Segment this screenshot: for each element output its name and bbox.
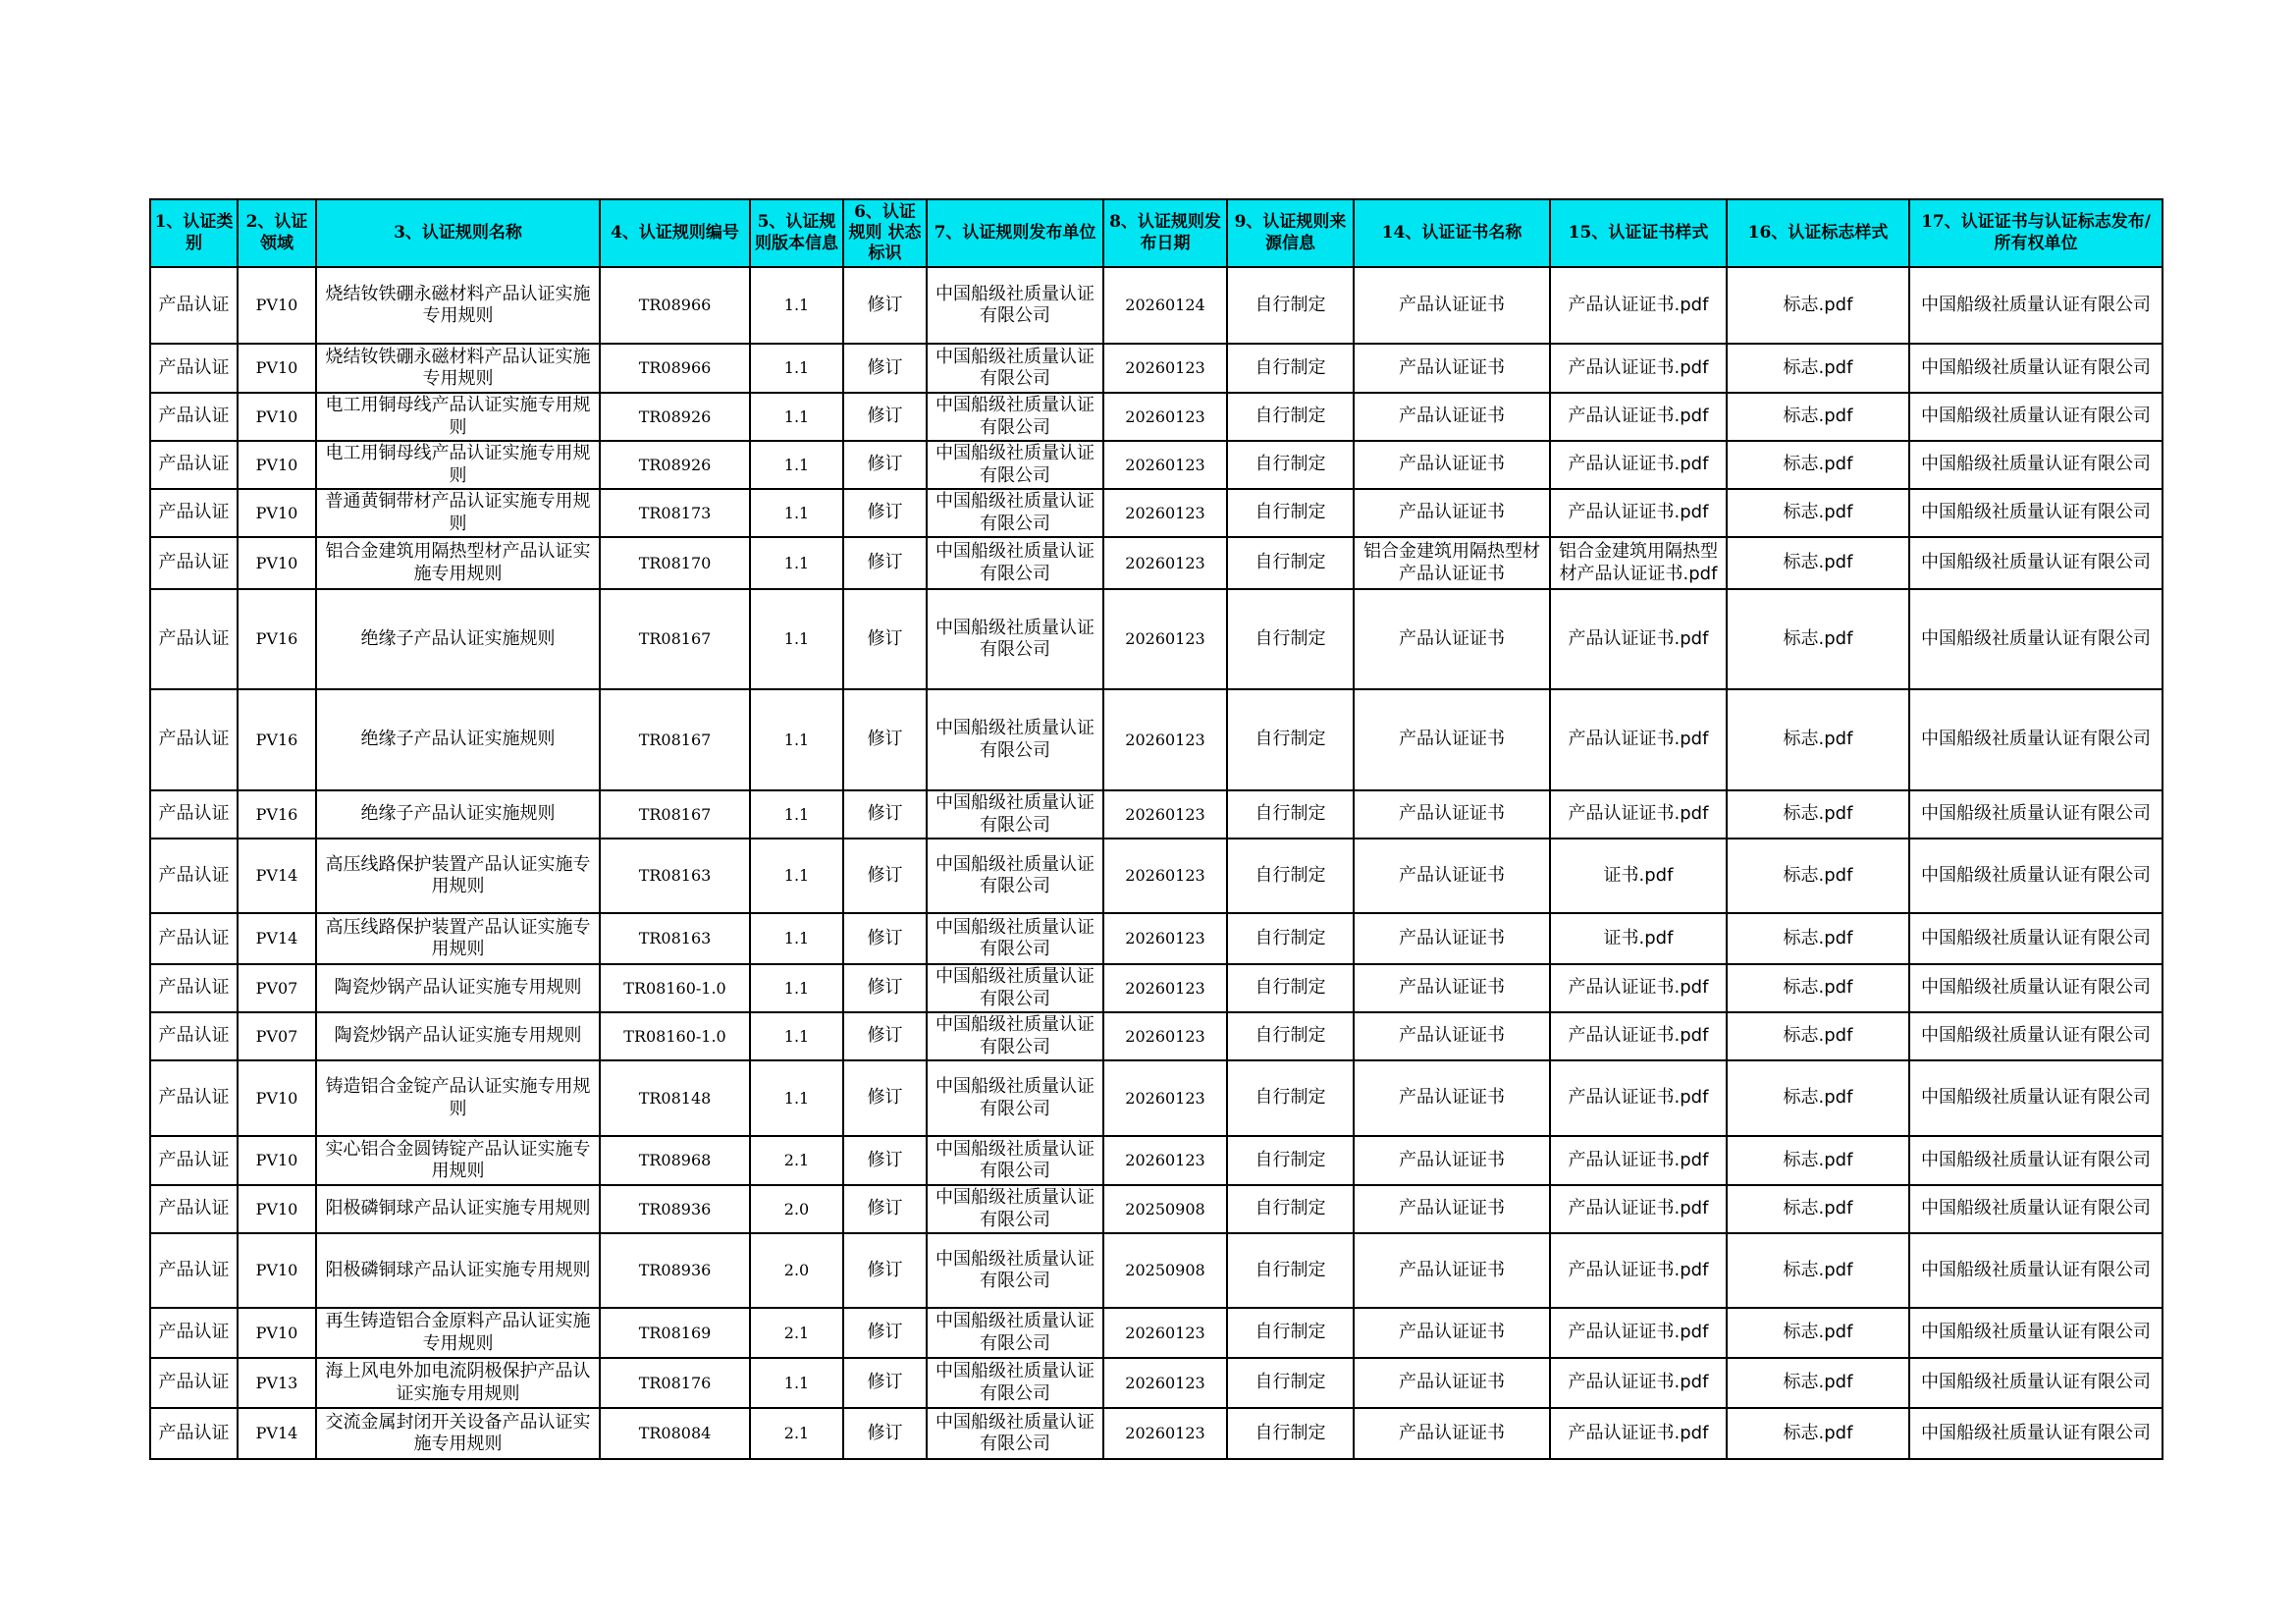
cell-rule-name: 高压线路保护装置产品认证实施专用规则 [316,839,600,913]
cell-cert-name: 产品认证证书 [1354,1136,1550,1185]
cell-rule-version: 1.1 [750,689,843,790]
header-rule-source: 9、认证规则来源信息 [1227,199,1354,267]
cell-rule-date: 20260123 [1103,1136,1227,1185]
cell-cert-category: 产品认证 [150,1308,238,1358]
cell-owner: 中国船级社质量认证有限公司 [1909,489,2163,537]
cell-rule-publisher: 中国船级社质量认证有限公司 [927,1308,1103,1358]
header-cert-style: 15、认证证书样式 [1550,199,1727,267]
cell-rule-date: 20260123 [1103,489,1227,537]
cell-rule-version: 1.1 [750,344,843,393]
cell-rule-publisher: 中国船级社质量认证有限公司 [927,589,1103,689]
cell-cert-category: 产品认证 [150,1185,238,1233]
cell-cert-field: PV10 [238,393,316,441]
cell-rule-version: 1.1 [750,537,843,589]
cell-rule-status: 修订 [843,267,927,344]
cell-owner: 中国船级社质量认证有限公司 [1909,537,2163,589]
table-row [150,790,2163,839]
cell-cert-style[interactable]: 产品认证证书.pdf [1550,1233,1727,1308]
cell-rule-name: 绝缘子产品认证实施规则 [316,589,600,689]
cell-rule-publisher: 中国船级社质量认证有限公司 [927,689,1103,790]
certification-rules-sheet [149,198,2162,1460]
cell-mark-style[interactable]: 标志.pdf [1727,1060,1909,1136]
cell-rule-publisher: 中国船级社质量认证有限公司 [927,839,1103,913]
cell-owner: 中国船级社质量认证有限公司 [1909,344,2163,393]
table-body [150,267,2163,1459]
cell-rule-number: TR08167 [600,589,750,689]
cell-cert-field: PV10 [238,1185,316,1233]
cell-rule-publisher: 中国船级社质量认证有限公司 [927,1185,1103,1233]
cell-rule-number: TR08966 [600,267,750,344]
cell-cert-category: 产品认证 [150,1012,238,1060]
cell-rule-version: 1.1 [750,790,843,839]
cell-rule-source: 自行制定 [1227,489,1354,537]
table-row [150,537,2163,589]
cell-rule-date: 20260123 [1103,1060,1227,1136]
cell-owner: 中国船级社质量认证有限公司 [1909,964,2163,1012]
cell-rule-status: 修订 [843,393,927,441]
cell-owner: 中国船级社质量认证有限公司 [1909,790,2163,839]
cell-rule-date: 20260124 [1103,267,1227,344]
cell-owner: 中国船级社质量认证有限公司 [1909,1012,2163,1060]
cell-rule-publisher: 中国船级社质量认证有限公司 [927,1233,1103,1308]
cell-cert-style[interactable]: 产品认证证书.pdf [1550,964,1727,1012]
cell-cert-field: PV10 [238,1308,316,1358]
cell-cert-name: 产品认证证书 [1354,689,1550,790]
cell-rule-number: TR08084 [600,1408,750,1459]
header-mark-style: 16、认证标志样式 [1727,199,1909,267]
cell-cert-name: 产品认证证书 [1354,1408,1550,1459]
cell-mark-style[interactable]: 标志.pdf [1727,393,1909,441]
cell-cert-field: PV16 [238,790,316,839]
cell-cert-field: PV10 [238,1060,316,1136]
cell-rule-number: TR08968 [600,1136,750,1185]
header-row [150,199,2163,267]
cell-rule-version: 1.1 [750,913,843,964]
cell-rule-number: TR08169 [600,1308,750,1358]
cell-rule-status: 修订 [843,1185,927,1233]
cell-rule-status: 修订 [843,1408,927,1459]
cell-cert-style[interactable]: 产品认证证书.pdf [1550,1358,1727,1408]
cell-rule-name: 阳极磷铜球产品认证实施专用规则 [316,1233,600,1308]
cell-mark-style[interactable]: 标志.pdf [1727,689,1909,790]
cell-rule-status: 修订 [843,589,927,689]
cell-cert-category: 产品认证 [150,1408,238,1459]
cell-cert-category: 产品认证 [150,589,238,689]
cell-owner: 中国船级社质量认证有限公司 [1909,589,2163,689]
cell-cert-style[interactable]: 产品认证证书.pdf [1550,393,1727,441]
cell-cert-style[interactable]: 产品认证证书.pdf [1550,344,1727,393]
cell-rule-publisher: 中国船级社质量认证有限公司 [927,964,1103,1012]
cell-cert-field: PV10 [238,344,316,393]
header-rule-version: 5、认证规则版本信息 [750,199,843,267]
cell-rule-status: 修订 [843,537,927,589]
cell-rule-version: 1.1 [750,964,843,1012]
cell-rule-status: 修订 [843,1233,927,1308]
cell-rule-source: 自行制定 [1227,267,1354,344]
cell-cert-field: PV14 [238,1408,316,1459]
cell-rule-date: 20260123 [1103,913,1227,964]
cell-rule-source: 自行制定 [1227,1408,1354,1459]
cell-cert-style[interactable]: 产品认证证书.pdf [1550,689,1727,790]
cell-owner: 中国船级社质量认证有限公司 [1909,1408,2163,1459]
cell-cert-style[interactable]: 铝合金建筑用隔热型材产品认证证书.pdf [1550,537,1727,589]
cell-mark-style[interactable]: 标志.pdf [1727,913,1909,964]
cell-cert-field: PV10 [238,489,316,537]
cell-rule-publisher: 中国船级社质量认证有限公司 [927,344,1103,393]
cell-cert-category: 产品认证 [150,1358,238,1408]
cell-rule-name: 铸造铝合金锭产品认证实施专用规则 [316,1060,600,1136]
cell-cert-name: 产品认证证书 [1354,790,1550,839]
cell-owner: 中国船级社质量认证有限公司 [1909,393,2163,441]
cell-mark-style[interactable]: 标志.pdf [1727,344,1909,393]
cell-owner: 中国船级社质量认证有限公司 [1909,1136,2163,1185]
cell-rule-source: 自行制定 [1227,1136,1354,1185]
cell-owner: 中国船级社质量认证有限公司 [1909,1185,2163,1233]
cell-rule-source: 自行制定 [1227,1358,1354,1408]
cell-rule-date: 20250908 [1103,1185,1227,1233]
table-row [150,441,2163,489]
cell-rule-source: 自行制定 [1227,589,1354,689]
cell-rule-publisher: 中国船级社质量认证有限公司 [927,1012,1103,1060]
cell-rule-number: TR08966 [600,344,750,393]
header-cert-field: 2、认证领域 [238,199,316,267]
cell-cert-category: 产品认证 [150,441,238,489]
cell-cert-name: 产品认证证书 [1354,1308,1550,1358]
cell-rule-number: TR08163 [600,913,750,964]
cell-rule-version: 2.1 [750,1408,843,1459]
cell-rule-status: 修订 [843,1358,927,1408]
cell-rule-source: 自行制定 [1227,839,1354,913]
cell-rule-status: 修订 [843,441,927,489]
table-row [150,1136,2163,1185]
cell-cert-name: 产品认证证书 [1354,589,1550,689]
cell-rule-date: 20260123 [1103,790,1227,839]
cell-rule-source: 自行制定 [1227,441,1354,489]
header-owner: 17、认证证书与认证标志发布/所有权单位 [1909,199,2163,267]
cell-mark-style[interactable]: 标志.pdf [1727,1136,1909,1185]
cell-rule-status: 修订 [843,964,927,1012]
cell-rule-version: 2.0 [750,1185,843,1233]
cell-rule-date: 20260123 [1103,964,1227,1012]
cell-cert-category: 产品认证 [150,1233,238,1308]
cell-cert-style[interactable]: 产品认证证书.pdf [1550,1308,1727,1358]
cell-rule-version: 1.1 [750,489,843,537]
cell-rule-date: 20260123 [1103,689,1227,790]
cell-cert-field: PV10 [238,441,316,489]
cell-cert-field: PV10 [238,1136,316,1185]
cell-cert-name: 铝合金建筑用隔热型材产品认证证书 [1354,537,1550,589]
cell-rule-number: TR08160-1.0 [600,1012,750,1060]
cell-cert-style[interactable]: 产品认证证书.pdf [1550,267,1727,344]
cell-rule-publisher: 中国船级社质量认证有限公司 [927,790,1103,839]
cell-cert-field: PV16 [238,689,316,790]
cell-rule-publisher: 中国船级社质量认证有限公司 [927,267,1103,344]
cell-cert-name: 产品认证证书 [1354,964,1550,1012]
certification-rules-table [149,198,2163,1460]
cell-rule-date: 20260123 [1103,441,1227,489]
cell-owner: 中国船级社质量认证有限公司 [1909,689,2163,790]
cell-rule-name: 普通黄铜带材产品认证实施专用规则 [316,489,600,537]
cell-rule-date: 20260123 [1103,1408,1227,1459]
cell-rule-publisher: 中国船级社质量认证有限公司 [927,537,1103,589]
cell-mark-style[interactable]: 标志.pdf [1727,489,1909,537]
table-row [150,344,2163,393]
cell-rule-publisher: 中国船级社质量认证有限公司 [927,1408,1103,1459]
cell-mark-style[interactable]: 标志.pdf [1727,1012,1909,1060]
cell-rule-number: TR08173 [600,489,750,537]
table-row [150,1358,2163,1408]
cell-rule-date: 20260123 [1103,1358,1227,1408]
cell-owner: 中国船级社质量认证有限公司 [1909,839,2163,913]
cell-rule-source: 自行制定 [1227,393,1354,441]
cell-mark-style[interactable]: 标志.pdf [1727,790,1909,839]
cell-rule-status: 修订 [843,839,927,913]
cell-rule-date: 20260123 [1103,839,1227,913]
table-row [150,1408,2163,1459]
cell-rule-version: 2.0 [750,1233,843,1308]
cell-rule-number: TR08926 [600,393,750,441]
cell-rule-source: 自行制定 [1227,964,1354,1012]
cell-rule-source: 自行制定 [1227,790,1354,839]
cell-rule-publisher: 中国船级社质量认证有限公司 [927,393,1103,441]
cell-rule-source: 自行制定 [1227,1012,1354,1060]
cell-cert-category: 产品认证 [150,1060,238,1136]
cell-cert-category: 产品认证 [150,839,238,913]
cell-rule-date: 20260123 [1103,537,1227,589]
table-row [150,964,2163,1012]
cell-cert-name: 产品认证证书 [1354,1012,1550,1060]
cell-rule-number: TR08148 [600,1060,750,1136]
cell-cert-style[interactable]: 产品认证证书.pdf [1550,1060,1727,1136]
cell-mark-style[interactable]: 标志.pdf [1727,839,1909,913]
cell-rule-version: 2.1 [750,1136,843,1185]
cell-cert-name: 产品认证证书 [1354,1185,1550,1233]
cell-cert-category: 产品认证 [150,1136,238,1185]
cell-cert-category: 产品认证 [150,344,238,393]
cell-rule-date: 20260123 [1103,1012,1227,1060]
cell-rule-name: 绝缘子产品认证实施规则 [316,790,600,839]
cell-rule-version: 1.1 [750,441,843,489]
cell-cert-name: 产品认证证书 [1354,913,1550,964]
cell-cert-name: 产品认证证书 [1354,1060,1550,1136]
cell-cert-style[interactable]: 产品认证证书.pdf [1550,1012,1727,1060]
cell-rule-name: 陶瓷炒锅产品认证实施专用规则 [316,964,600,1012]
cell-rule-version: 1.1 [750,589,843,689]
cell-rule-name: 绝缘子产品认证实施规则 [316,689,600,790]
cell-rule-number: TR08936 [600,1233,750,1308]
cell-rule-version: 1.1 [750,1358,843,1408]
cell-rule-publisher: 中国船级社质量认证有限公司 [927,913,1103,964]
cell-rule-status: 修订 [843,489,927,537]
cell-rule-number: TR08163 [600,839,750,913]
cell-rule-date: 20260123 [1103,1308,1227,1358]
cell-cert-field: PV10 [238,1233,316,1308]
cell-cert-category: 产品认证 [150,790,238,839]
cell-cert-name: 产品认证证书 [1354,441,1550,489]
cell-rule-name: 高压线路保护装置产品认证实施专用规则 [316,913,600,964]
cell-rule-number: TR08926 [600,441,750,489]
table-row [150,1060,2163,1136]
table-row [150,689,2163,790]
cell-rule-status: 修订 [843,1012,927,1060]
cell-cert-category: 产品认证 [150,267,238,344]
table-row [150,1012,2163,1060]
header-rule-publisher: 7、认证规则发布单位 [927,199,1103,267]
cell-cert-field: PV07 [238,964,316,1012]
cell-mark-style[interactable]: 标志.pdf [1727,1233,1909,1308]
cell-rule-source: 自行制定 [1227,913,1354,964]
cell-rule-status: 修订 [843,689,927,790]
cell-owner: 中国船级社质量认证有限公司 [1909,1358,2163,1408]
cell-cert-field: PV13 [238,1358,316,1408]
cell-rule-version: 1.1 [750,393,843,441]
cell-rule-source: 自行制定 [1227,689,1354,790]
cell-rule-status: 修订 [843,1136,927,1185]
cell-cert-category: 产品认证 [150,913,238,964]
cell-mark-style[interactable]: 标志.pdf [1727,964,1909,1012]
cell-owner: 中国船级社质量认证有限公司 [1909,913,2163,964]
cell-rule-status: 修订 [843,1308,927,1358]
header-cert-name: 14、认证证书名称 [1354,199,1550,267]
cell-rule-status: 修订 [843,913,927,964]
header-cert-category: 1、认证类别 [150,199,238,267]
cell-rule-name: 海上风电外加电流阴极保护产品认证实施专用规则 [316,1358,600,1408]
cell-rule-name: 再生铸造铝合金原料产品认证实施专用规则 [316,1308,600,1358]
cell-cert-name: 产品认证证书 [1354,1233,1550,1308]
cell-cert-field: PV16 [238,589,316,689]
cell-cert-style[interactable]: 产品认证证书.pdf [1550,441,1727,489]
cell-rule-version: 1.1 [750,1012,843,1060]
cell-rule-version: 1.1 [750,1060,843,1136]
cell-rule-date: 20250908 [1103,1233,1227,1308]
cell-cert-field: PV14 [238,839,316,913]
cell-rule-source: 自行制定 [1227,537,1354,589]
cell-rule-name: 电工用铜母线产品认证实施专用规则 [316,393,600,441]
cell-rule-publisher: 中国船级社质量认证有限公司 [927,489,1103,537]
cell-owner: 中国船级社质量认证有限公司 [1909,1233,2163,1308]
cell-cert-field: PV14 [238,913,316,964]
cell-cert-field: PV10 [238,267,316,344]
table-row [150,489,2163,537]
cell-cert-category: 产品认证 [150,393,238,441]
cell-rule-publisher: 中国船级社质量认证有限公司 [927,1060,1103,1136]
cell-rule-source: 自行制定 [1227,1060,1354,1136]
table-row [150,1308,2163,1358]
cell-rule-date: 20260123 [1103,589,1227,689]
cell-rule-number: TR08160-1.0 [600,964,750,1012]
cell-rule-name: 铝合金建筑用隔热型材产品认证实施专用规则 [316,537,600,589]
cell-cert-name: 产品认证证书 [1354,267,1550,344]
cell-rule-number: TR08167 [600,790,750,839]
cell-owner: 中国船级社质量认证有限公司 [1909,1308,2163,1358]
cell-mark-style[interactable]: 标志.pdf [1727,589,1909,689]
cell-cert-category: 产品认证 [150,537,238,589]
cell-owner: 中国船级社质量认证有限公司 [1909,1060,2163,1136]
table-row [150,267,2163,344]
cell-cert-style[interactable]: 产品认证证书.pdf [1550,1185,1727,1233]
cell-cert-name: 产品认证证书 [1354,839,1550,913]
cell-rule-source: 自行制定 [1227,1185,1354,1233]
cell-cert-style[interactable]: 产品认证证书.pdf [1550,790,1727,839]
cell-rule-status: 修订 [843,790,927,839]
cell-rule-version: 1.1 [750,267,843,344]
cell-rule-source: 自行制定 [1227,1233,1354,1308]
cell-rule-number: TR08176 [600,1358,750,1408]
table-row [150,393,2163,441]
cell-rule-name: 阳极磷铜球产品认证实施专用规则 [316,1185,600,1233]
cell-cert-style[interactable]: 证书.pdf [1550,913,1727,964]
cell-rule-status: 修订 [843,1060,927,1136]
cell-rule-status: 修订 [843,344,927,393]
header-rule-name: 3、认证规则名称 [316,199,600,267]
cell-mark-style[interactable]: 标志.pdf [1727,1185,1909,1233]
cell-cert-style[interactable]: 证书.pdf [1550,839,1727,913]
header-rule-status: 6、认证规则 状态标识 [843,199,927,267]
cell-cert-name: 产品认证证书 [1354,393,1550,441]
table-row [150,913,2163,964]
cell-rule-number: TR08167 [600,689,750,790]
table-row [150,1233,2163,1308]
cell-cert-field: PV07 [238,1012,316,1060]
table-row [150,839,2163,913]
cell-owner: 中国船级社质量认证有限公司 [1909,441,2163,489]
table-row [150,1185,2163,1233]
cell-rule-publisher: 中国船级社质量认证有限公司 [927,441,1103,489]
cell-mark-style[interactable]: 标志.pdf [1727,1308,1909,1358]
cell-cert-category: 产品认证 [150,964,238,1012]
cell-cert-style[interactable]: 产品认证证书.pdf [1550,589,1727,689]
cell-rule-source: 自行制定 [1227,344,1354,393]
cell-mark-style[interactable]: 标志.pdf [1727,441,1909,489]
cell-cert-category: 产品认证 [150,689,238,790]
cell-rule-date: 20260123 [1103,344,1227,393]
cell-rule-version: 1.1 [750,839,843,913]
table-row [150,589,2163,689]
cell-cert-style[interactable]: 产品认证证书.pdf [1550,1408,1727,1459]
cell-rule-name: 交流金属封闭开关设备产品认证实施专用规则 [316,1408,600,1459]
cell-rule-name: 陶瓷炒锅产品认证实施专用规则 [316,1012,600,1060]
cell-rule-number: TR08936 [600,1185,750,1233]
cell-owner: 中国船级社质量认证有限公司 [1909,267,2163,344]
cell-cert-style[interactable]: 产品认证证书.pdf [1550,489,1727,537]
cell-rule-name: 实心铝合金圆铸锭产品认证实施专用规则 [316,1136,600,1185]
cell-cert-field: PV10 [238,537,316,589]
cell-mark-style[interactable]: 标志.pdf [1727,1408,1909,1459]
cell-cert-category: 产品认证 [150,489,238,537]
cell-cert-name: 产品认证证书 [1354,344,1550,393]
cell-cert-name: 产品认证证书 [1354,489,1550,537]
cell-mark-style[interactable]: 标志.pdf [1727,267,1909,344]
cell-rule-date: 20260123 [1103,393,1227,441]
cell-mark-style[interactable]: 标志.pdf [1727,1358,1909,1408]
cell-cert-style[interactable]: 产品认证证书.pdf [1550,1136,1727,1185]
header-rule-number: 4、认证规则编号 [600,199,750,267]
cell-rule-version: 2.1 [750,1308,843,1358]
cell-rule-source: 自行制定 [1227,1308,1354,1358]
cell-rule-number: TR08170 [600,537,750,589]
cell-rule-publisher: 中国船级社质量认证有限公司 [927,1358,1103,1408]
cell-cert-name: 产品认证证书 [1354,1358,1550,1408]
cell-mark-style[interactable]: 标志.pdf [1727,537,1909,589]
header-rule-date: 8、认证规则发布日期 [1103,199,1227,267]
cell-rule-publisher: 中国船级社质量认证有限公司 [927,1136,1103,1185]
cell-rule-name: 烧结钕铁硼永磁材料产品认证实施专用规则 [316,267,600,344]
cell-rule-name: 电工用铜母线产品认证实施专用规则 [316,441,600,489]
cell-rule-name: 烧结钕铁硼永磁材料产品认证实施专用规则 [316,344,600,393]
